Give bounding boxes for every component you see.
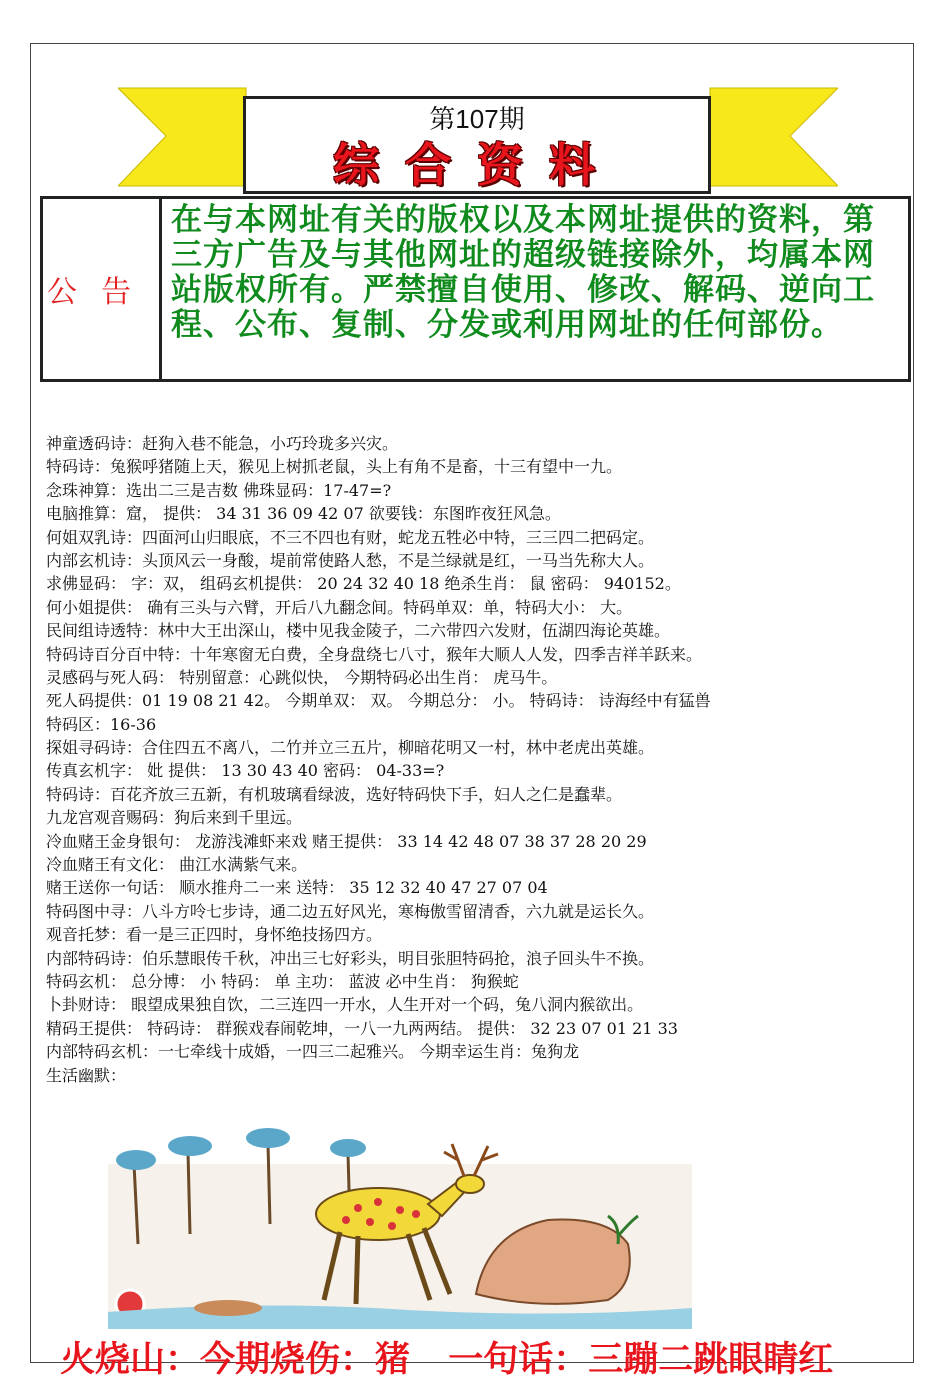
info-line: 何姐双乳诗：四面河山归眼底，不三不四也有财，蛇龙五牲必中特，三三四二把码定。	[46, 527, 655, 547]
issue-number: 第107期	[429, 104, 525, 134]
info-line: 内部玄机诗：头顶风云一身酸，堤前常使路人愁，不是兰绿就是红，一马当先称大人。	[46, 550, 655, 570]
info-line: 神童透码诗：赶狗入巷不能急，小巧玲珑多兴灾。	[46, 434, 399, 453]
notice-box	[40, 196, 911, 382]
notice-label: 公告	[43, 199, 162, 379]
info-line: 灵感码与死人码： 特别留意：心跳似快， 今期特码必出生肖： 虎马牛。	[46, 667, 558, 687]
info-line: 生活幽默：	[46, 1065, 127, 1085]
info-line: 内部特码玄机：一七牵线十成婚，一四三二起雅兴。 今期幸运生肖：兔狗龙	[46, 1042, 580, 1062]
page-title: 综合资料	[333, 138, 621, 192]
info-line: 特码诗：兔猴呼猪随上天，猴见上树抓老鼠，头上有角不是畜，十三有望中一九。	[46, 457, 623, 477]
info-line: 电脑推算：窟， 提供： 34 31 36 09 42 07 欲要钱：东图昨夜狂风急。	[46, 504, 561, 524]
info-line: 赌王送你一句话： 顺水推舟二一来 送特： 35 12 32 40 47 27 07 04	[46, 878, 548, 898]
info-line: 特码诗百分百中特：十年寒窗无白费，全身盘绕七八寸，猴年大顺人人发，四季吉祥羊跃来。	[46, 644, 703, 664]
info-line: 求佛显码： 字：双， 组码玄机提供： 20 24 32 40 18 绝杀生肖： 鼠 密码： 940152。	[46, 574, 681, 594]
info-line: 冷血赌王有文化： 曲江水满紫气来。	[46, 855, 308, 875]
footer-right: 一句话：三蹦二跳眼睛红	[448, 1339, 834, 1380]
info-line: 传真玄机字： 妣 提供： 13 30 43 40 密码： 04-33=?	[46, 761, 445, 781]
info-line: 民间组诗透特：林中大王出深山，楼中见我金陵子，二六带四六发财，伍湖四海论英雄。	[46, 621, 671, 641]
info-line: 特码区：16-36	[46, 714, 157, 734]
info-line: 特码诗：百花齐放三五新，有机玻璃看绿波，选好特码快下手，妇人之仁是蠢辈。	[46, 784, 623, 804]
info-lines	[46, 432, 906, 1087]
info-line: 观音托梦：看一是三正四时，身怀绝技扬四方。	[46, 925, 383, 945]
info-line: 冷血赌王金身银句： 龙游浅滩虾来戏 赌王提供： 33 14 42 48 07 38 37 28 20 29	[46, 831, 647, 851]
info-line: 特码图中寻：八斗方呤七步诗，通二边五好风光，寒梅傲雪留清香，六九就是运长久。	[46, 901, 655, 921]
info-line: 念珠神算：选出二三是吉数 佛珠显码：17-47=?	[46, 480, 392, 500]
footer-line	[60, 1332, 859, 1382]
info-line: 探姐寻码诗：合住四五不离八，二竹并立三五片，柳暗花明又一村，林中老虎出英雄。	[46, 738, 655, 758]
info-line: 精码王提供： 特码诗： 群猴戏春闹乾坤，一八一九两两结。 提供： 32 23 07 01 21 33	[46, 1018, 678, 1038]
footer-left: 火烧山：今期烧伤：猪	[60, 1339, 411, 1380]
info-line: 内部特码诗：伯乐慧眼传千秋，冲出三七好彩头，明目张胆特码抢，浪子回头牛不换。	[46, 948, 655, 968]
info-line: 九龙宫观音赐码：狗后来到千里远。	[46, 808, 303, 828]
notice-text: 在与本网址有关的版权以及本网址提供的资料，第三方广告及与其他网址的超级链接除外，均属本网站版权所有。严禁擅自使用、修改、解码、逆向工程、公布、复制、分发或利用网址的任何部份。	[171, 202, 875, 343]
info-line: 死人码提供：01 19 08 21 42。 今期单双： 双。 今期总分： 小。 特码诗： 诗海经中有猛兽	[46, 691, 711, 711]
info-line: 特码玄机： 总分博： 小 特码： 单 主功： 蓝波 必中生肖： 狗猴蛇	[46, 971, 519, 991]
title-box	[243, 96, 711, 194]
info-line: 何小姐提供： 确有三头与六臂，开后八九翻念间。特码单双：单，特码大小： 大。	[46, 597, 633, 617]
info-line: 卜卦财诗： 眼望成果独自饮，二三连四一开水，人生开对一个码，兔八洞内猴欲出。	[46, 995, 644, 1015]
deer-illustration	[108, 1124, 692, 1329]
